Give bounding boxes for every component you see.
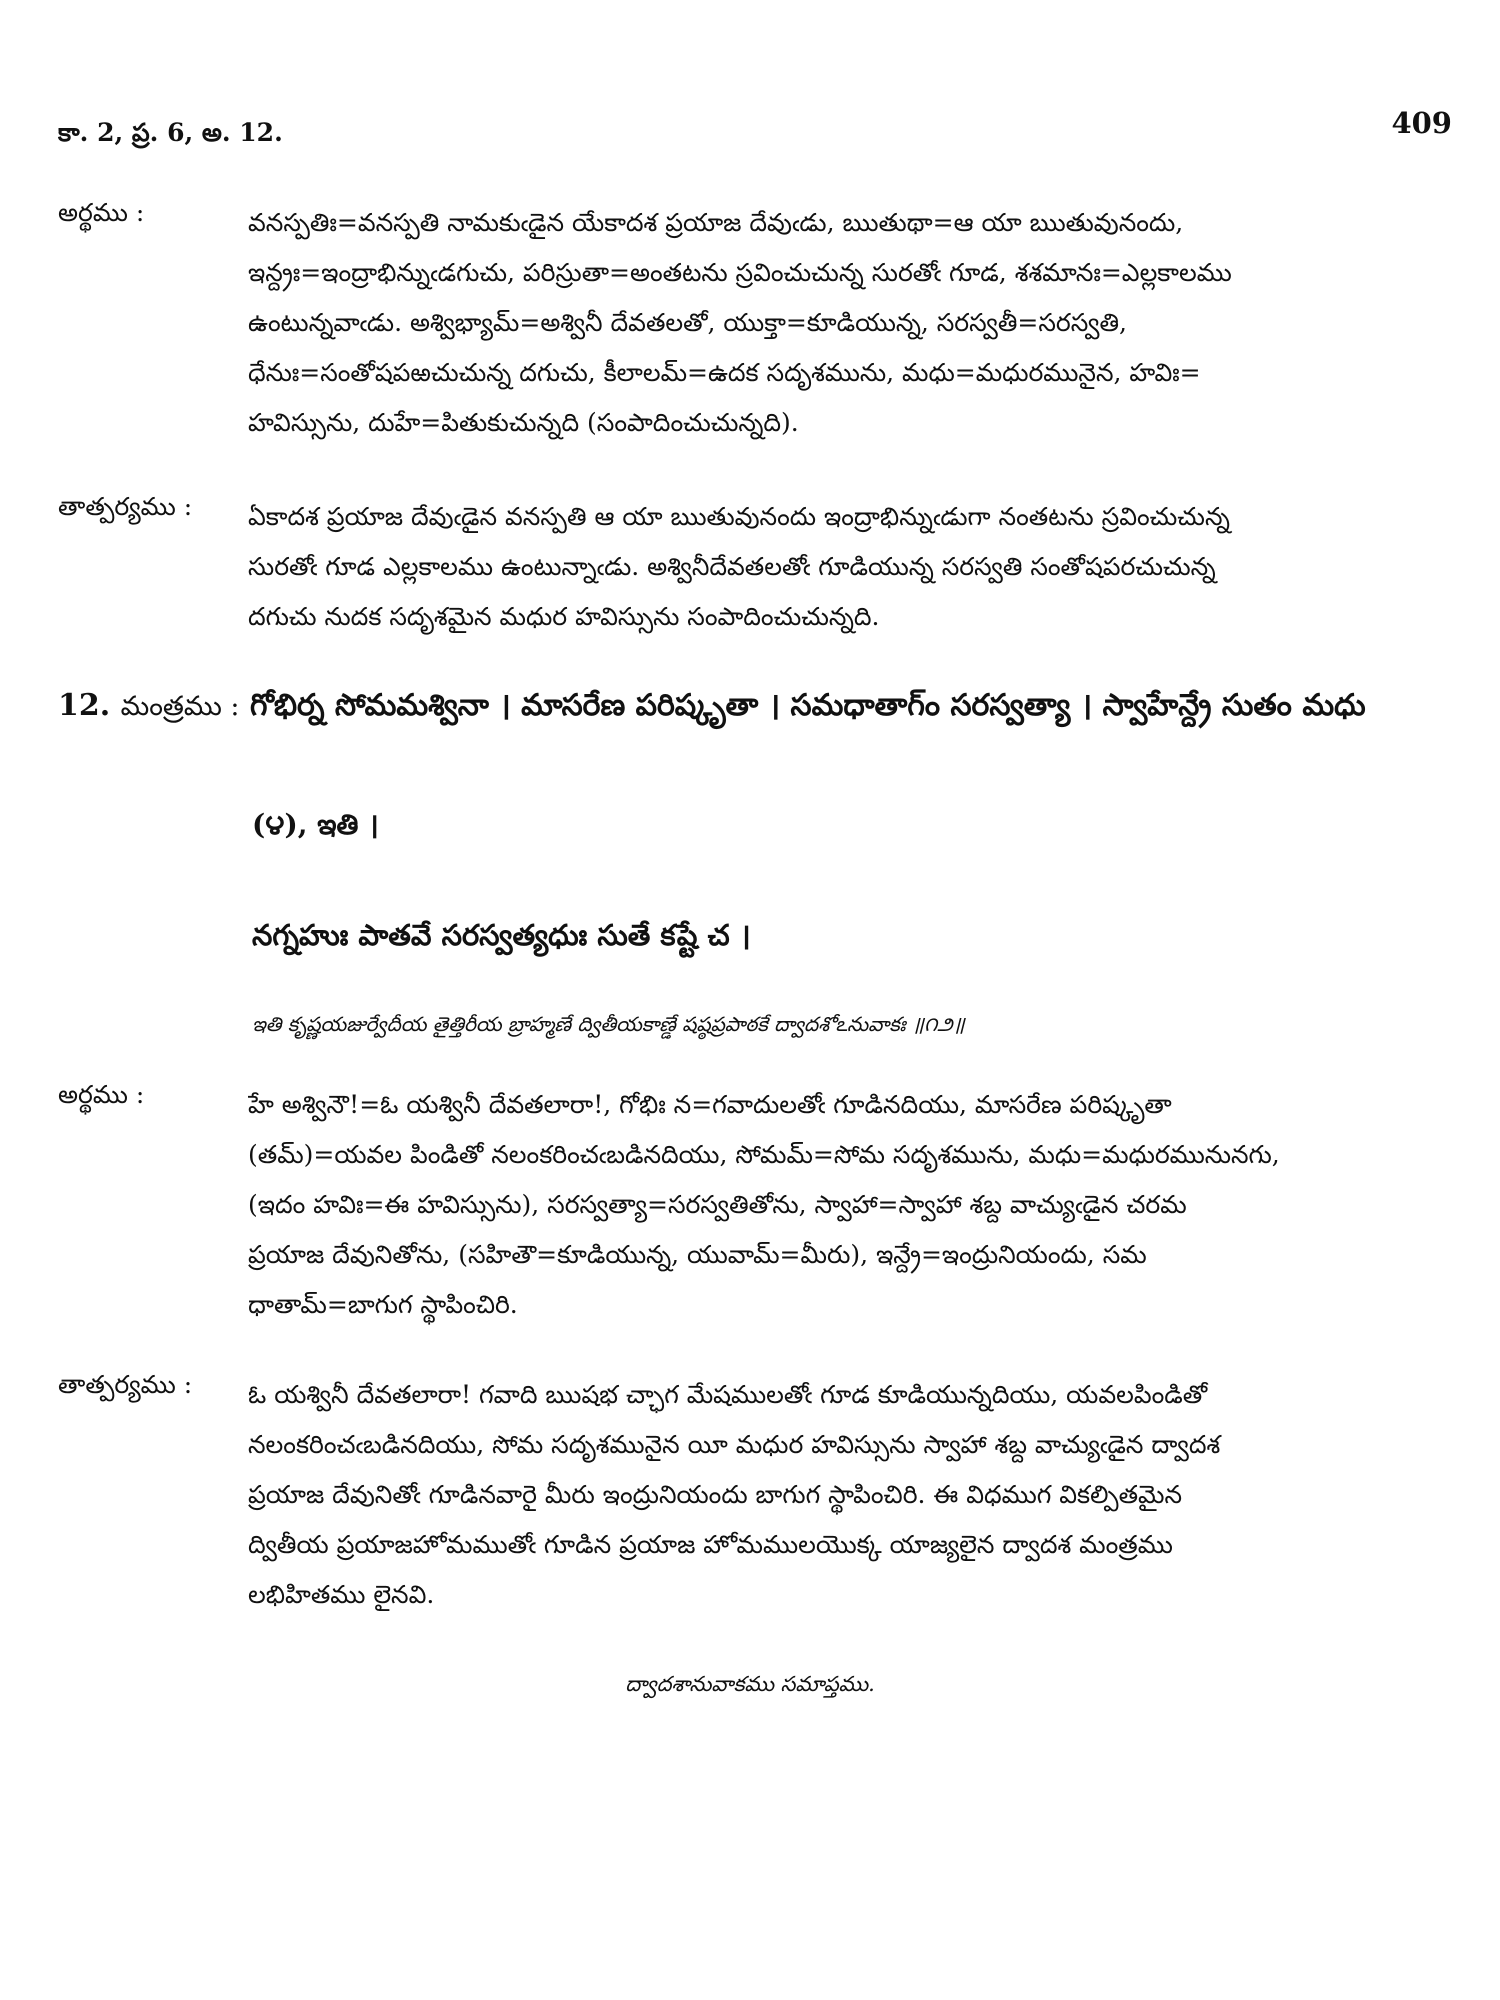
- page-number: 409: [1391, 106, 1452, 140]
- mantra-label: మంత్రము :: [120, 691, 240, 722]
- mantra-continuation: (౪), ఇతి ।: [252, 808, 379, 841]
- text-line: ఓ యశ్వినీ దేవతలారా! గవాది ఋషభ చ్ఛాగ మేషములతోఁ గూడ కూడియున్నదియు, యవలపిండితో: [248, 1380, 1208, 1409]
- text-line: సురతోఁ గూడ ఎల్లకాలము ఉంటున్నాఁడు. అశ్వినీదేవతలతోఁ గూడియున్న సరస్వతి సంతోషపరచుచున్న: [248, 552, 1216, 581]
- text-line: దగుచు నుదక సదృశమైన మధుర హవిస్సును సంపాదించుచున్నది.: [248, 602, 880, 631]
- text-line: ఏకాదశ ప్రయాజ దేవుఁడైన వనస్పతి ఆ యా ఋతువునందు ఇంద్రాభిన్నుఁడుగా నంతటను స్రవించుచున్న: [248, 502, 1230, 531]
- summary-label: తాత్పర్యము :: [58, 1370, 193, 1399]
- summary-body: [248, 492, 1452, 642]
- anuvaka-colophon: ఇతి కృష్ణయజుర్వేదీయ తైత్తిరీయ బ్రాహ్మణే ద్వితీయకాణ్డే షష్ఠప్రపాఠకే ద్వాదశోఽనువాకః ॥౧౨॥: [252, 1012, 965, 1036]
- text-line: నలంకరించఁబడినదియు, సోమ సదృశమునైన యీ మధుర హవిస్సును స్వాహా శబ్ద వాచ్యుఁడైన ద్వాదశ: [248, 1430, 1221, 1459]
- text-line: హవిస్సును, దుహే=పితుకుచున్నది (సంపాదించుచున్నది).: [248, 408, 799, 437]
- chapter-reference: కా. 2, ప్ర. 6, అ. 12.: [58, 118, 283, 147]
- meaning-label: అర్థము :: [58, 1080, 145, 1109]
- text-line: ధాతామ్=బాగుగ స్థాపించిరి.: [248, 1290, 518, 1319]
- mantra-line: [58, 688, 1452, 730]
- anuvaka-closing: ద్వాదశానువాకము సమాప్తము.: [625, 1672, 875, 1696]
- summary-label: తాత్పర్యము :: [58, 492, 193, 521]
- text-line: ప్రయాజ దేవునితోఁ గూడినవారై మీరు ఇంద్రునియందు బాగుగ స్థాపించిరి. ఈ విధముగ వికల్పితమైన: [248, 1480, 1183, 1509]
- mantra-text: గోభిర్న సోమమశ్వినా । మాసరేణ పరిష్కృతా । సమధాతాగ్ం సరస్వత్యా । స్వాహేన్ద్రే సుతం మధు: [249, 688, 1366, 723]
- meaning-label: అర్థము :: [58, 198, 145, 227]
- mantra-number: 12.: [58, 688, 111, 723]
- text-line: లభిహితము లైనవి.: [248, 1580, 435, 1609]
- meaning-body: [248, 1080, 1452, 1330]
- mantra-verse: నగ్నహుః పాతవే సరస్వత్యధుః సుతే కష్టే చ ।: [252, 918, 751, 952]
- text-line: ప్రయాజ దేవునితోను, (సహితౌ=కూడియున్న, యువామ్=మీరు), ఇన్ద్రే=ఇంద్రునియందు, సమ: [248, 1240, 1147, 1269]
- text-line: (తమ్)=యవల పిండితో నలంకరించఁబడినదియు, సోమమ్=సోమ సదృశమును, మధు=మధురమునునగు,: [248, 1140, 1280, 1169]
- text-line: ధేనుః=సంతోషపఱచుచున్న దగుచు, కీలాలమ్=ఉదక సదృశమును, మధు=మధురమునైన, హవిః=: [248, 358, 1201, 387]
- text-line: హే అశ్వినౌ!=ఓ యశ్వినీ దేవతలారా!, గోభిః న=గవాదులతోఁ గూడినదియు, మాసరేణ పరిష్కృతా: [248, 1090, 1172, 1119]
- text-line: ఇన్ద్రః=ఇంద్రాభిన్నుఁడగుచు, పరిస్రుతా=అంతటను స్రవించుచున్న సురతోఁ గూడ, శశమానః=ఎల్లకాలము: [248, 258, 1232, 287]
- running-header: [58, 106, 1452, 158]
- text-line: (ఇదం హవిః=ఈ హవిస్సును), సరస్వత్యా=సరస్వతితోను, స్వాహా=స్వాహా శబ్ద వాచ్యుఁడైన చరమ: [248, 1190, 1187, 1219]
- summary-body: [248, 1370, 1452, 1620]
- text-line: ద్వితీయ ప్రయాజహోమముతోఁ గూడిన ప్రయాజ హోమములయొక్క యాజ్యలైన ద్వాదశ మంత్రము: [248, 1530, 1173, 1559]
- text-line: వనస్పతిః=వనస్పతి నామకుఁడైన యేకాదశ ప్రయాజ దేవుఁడు, ఋతుథా=ఆ యా ఋతువునందు,: [248, 208, 1184, 237]
- text-line: ఉంటున్నవాఁడు. అశ్విభ్యామ్=అశ్వినీ దేవతలతో, యుక్తా=కూడియున్న, సరస్వతీ=సరస్వతి,: [248, 308, 1127, 337]
- meaning-body: [248, 198, 1452, 448]
